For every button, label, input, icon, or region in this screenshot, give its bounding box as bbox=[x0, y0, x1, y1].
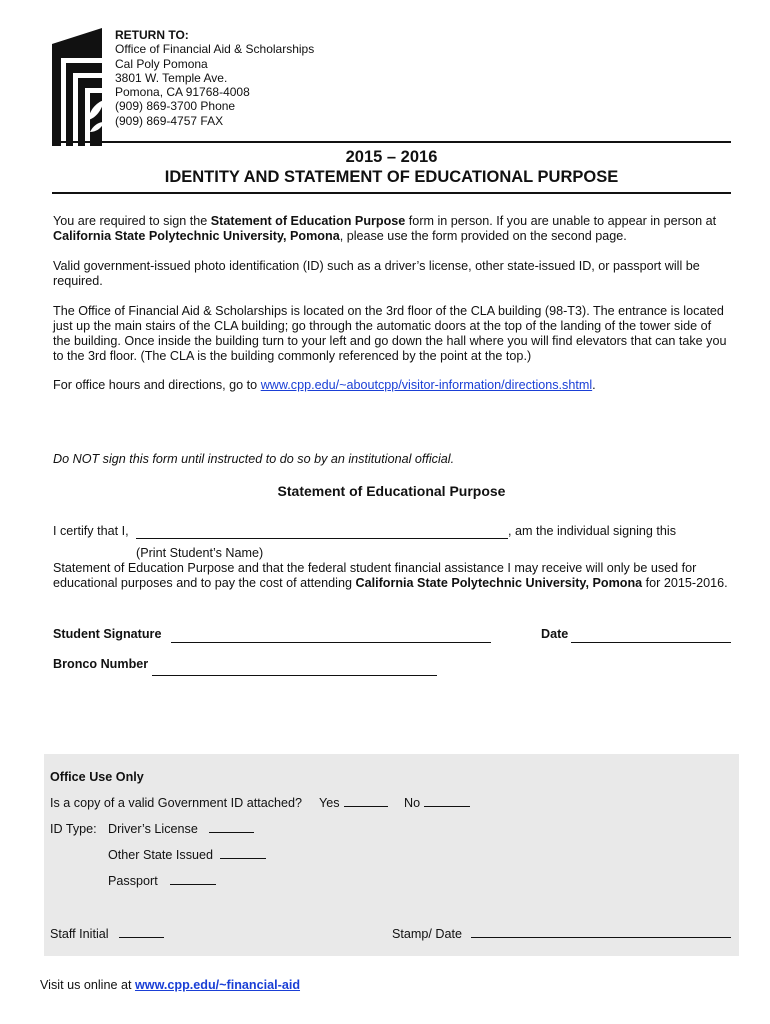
form-year: 2015 – 2016 bbox=[345, 148, 438, 166]
print-name-caption: (Print Student’s Name) bbox=[136, 546, 264, 560]
student-name-field[interactable] bbox=[136, 538, 508, 539]
directions-link[interactable]: www.cpp.edu/~aboutcpp/visitor-information/directions.shtml bbox=[260, 378, 593, 392]
student-signature-field[interactable] bbox=[171, 642, 491, 643]
intro-paragraph-1-line-2: California State Polytechnic University, Pomona, please use the form provided on the second page. bbox=[53, 229, 627, 243]
other-state-field[interactable] bbox=[220, 858, 266, 859]
id-requirement-line-2: required. bbox=[53, 274, 103, 288]
directions-paragraph: For office hours and directions, go to www.cpp.edu/~aboutcpp/visitor-information/directions.shtml. bbox=[53, 378, 596, 392]
yes-field[interactable] bbox=[344, 806, 388, 807]
id-attached-question: Is a copy of a valid Government ID attached? bbox=[50, 796, 303, 810]
university-name: California State Polytechnic University, Pomona bbox=[53, 229, 340, 243]
statement-heading: Statement of Educational Purpose bbox=[277, 483, 506, 499]
stamp-date-field[interactable] bbox=[471, 937, 731, 938]
date-field[interactable] bbox=[571, 642, 731, 643]
passport-field[interactable] bbox=[170, 884, 216, 885]
return-to-label: RETURN TO: bbox=[115, 28, 189, 42]
return-address-block bbox=[115, 28, 314, 128]
title-top-rule bbox=[52, 141, 731, 143]
office-use-heading: Office Use Only bbox=[50, 770, 144, 784]
passport-label: Passport bbox=[108, 874, 158, 888]
cal-poly-pomona-logo bbox=[52, 28, 104, 146]
statement-line-2: Statement of Education Purpose and that the federal student financial assistance I may receive will only be used for bbox=[53, 561, 697, 575]
fax-line: (909) 869-4757 FAX bbox=[115, 113, 224, 128]
location-line-1: The Office of Financial Aid & Scholarships is located on the 3rd floor of the CLA building (98-T3). The entrance is located bbox=[53, 304, 724, 318]
location-line-2: just up the main stairs of the CLA building; go through the automatic doors at the top of the landing of the tower side of bbox=[53, 319, 712, 333]
university-name: California State Polytechnic University, Pomona bbox=[355, 576, 643, 590]
id-requirement-line-1: Valid government-issued photo identification (ID) such as a driver’s license, other state-issued ID, or passport will be bbox=[53, 259, 700, 273]
student-signature-label: Student Signature bbox=[53, 627, 162, 641]
phone-line: (909) 869-3700 Phone bbox=[115, 99, 236, 114]
do-not-sign-warning: Do NOT sign this form until instructed to do so by an institutional official. bbox=[53, 452, 455, 466]
bronco-number-field[interactable] bbox=[152, 675, 437, 676]
footer-visit: Visit us online at www.cpp.edu/~financial-aid bbox=[40, 978, 301, 992]
address-line: Cal Poly Pomona bbox=[115, 56, 208, 71]
other-state-label: Other State Issued bbox=[108, 848, 214, 862]
financial-aid-link[interactable]: www.cpp.edu/~financial-aid bbox=[134, 978, 301, 992]
address-line: 3801 W. Temple Ave. bbox=[115, 70, 228, 85]
date-label: Date bbox=[541, 627, 569, 641]
address-line: Office of Financial Aid & Scholarships bbox=[115, 42, 315, 57]
intro-paragraph-1-line-1: You are required to sign the Statement of Education Purpose form in person. If you are unable to appear in person at bbox=[53, 214, 717, 228]
title-bottom-rule bbox=[52, 192, 731, 194]
no-label: No bbox=[404, 796, 421, 810]
yes-label: Yes bbox=[319, 796, 340, 810]
statement-line-3: educational purposes and to pay the cost of attending California State Polytechnic University, Pomona for 2015-2016. bbox=[53, 576, 728, 590]
id-type-label: ID Type: bbox=[50, 822, 97, 836]
form-title: IDENTITY AND STATEMENT OF EDUCATIONAL PURPOSE bbox=[164, 168, 619, 186]
stamp-date-label: Stamp/ Date bbox=[392, 927, 462, 941]
location-line-4: to the 3rd floor. (The CLA is the building commonly referenced by the point at the top.) bbox=[53, 349, 532, 363]
address-line: Pomona, CA 91768-4008 bbox=[115, 85, 250, 100]
staff-initial-label: Staff Initial bbox=[50, 927, 109, 941]
drivers-license-field[interactable] bbox=[209, 832, 254, 833]
location-line-3: the building. Once inside the building turn to your left and go down the hall where you will find elevators that can take you bbox=[53, 334, 727, 348]
drivers-license-label: Driver’s License bbox=[108, 822, 198, 836]
individual-signing-text: , am the individual signing this bbox=[508, 524, 677, 538]
certify-label: I certify that I, bbox=[53, 524, 129, 538]
staff-initial-field[interactable] bbox=[119, 937, 164, 938]
no-field[interactable] bbox=[424, 806, 470, 807]
bronco-number-label: Bronco Number bbox=[53, 657, 149, 671]
form-name-text: Statement of Education Purpose bbox=[210, 214, 406, 228]
